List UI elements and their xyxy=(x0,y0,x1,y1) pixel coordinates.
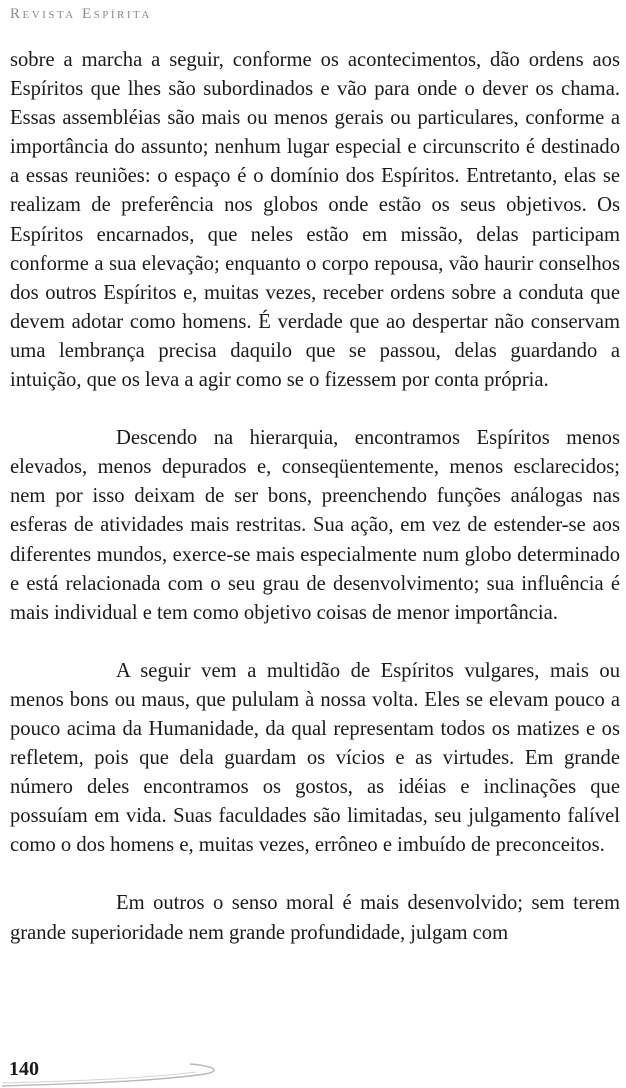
running-head-title: Revista Espírita xyxy=(10,6,152,22)
page-body xyxy=(10,46,620,977)
paragraph-vulgar-spirits: A seguir vem a multidão de Espíritos vulgares, mais ou menos bons ou maus, que pululam à nossa volta. Eles se elevam pouco a pouco acima da Humanidade, da qual representam todos os matizes e os refletem, pois que dela guardam os vícios e as virtudes. Em grande número deles encontramos os gostos, as idéias e inclinações que possuíam em vida. Suas faculdades são limitadas, seu julgamento falível como o dos homens e, muitas vezes, errôneo e imbuído de preconceitos. xyxy=(10,659,620,857)
page-number: 140 xyxy=(9,1058,39,1080)
paragraph-continuation: sobre a marcha a seguir, conforme os acontecimentos, dão ordens aos Espíritos que lhes são subordinados e vão para onde o dever os chama. Essas assembléias são mais ou menos gerais ou particulares, conforme a importância do assunto; nenhum lugar especial e circunscrito é destinado a essas reuniões: o espaço é o domínio dos Espíritos. Entretanto, elas se realizam de preferência nos globos onde estão os seus objetivos. Os Espíritos encarnados, que neles estão em missão, delas participam conforme a sua elevação; enquanto o corpo repousa, vão haurir conselhos dos outros Espíritos e, muitas vezes, receber ordens sobre a conduta que devem adotar como homens. É verdade que ao despertar não conservam uma lembrança precisa daquilo que se passou, delas guardando a intuição, que os leva a agir como se o fizessem por conta própria. xyxy=(10,49,620,392)
paragraph-moral-sense: Em outros o senso moral é mais desenvolvido; sem terem grande superioridade nem grande profundidade, julgam com xyxy=(10,892,620,944)
page-footer xyxy=(0,1052,240,1088)
paragraph-hierarchy: Descendo na hierarquia, encontramos Espíritos menos elevados, menos depurados e, conseqüentemente, menos esclarecidos; nem por isso deixam de ser bons, preenchendo funções análogas nas esferas de atividades mais restritas. Sua ação, em vez de estender-se aos diferentes mundos, exerce-se mais especialmente num globo determinado e está relacionada com o seu grau de desenvolvimento; sua influência é mais individual e tem como objetivo coisas de menor importância. xyxy=(10,427,620,624)
